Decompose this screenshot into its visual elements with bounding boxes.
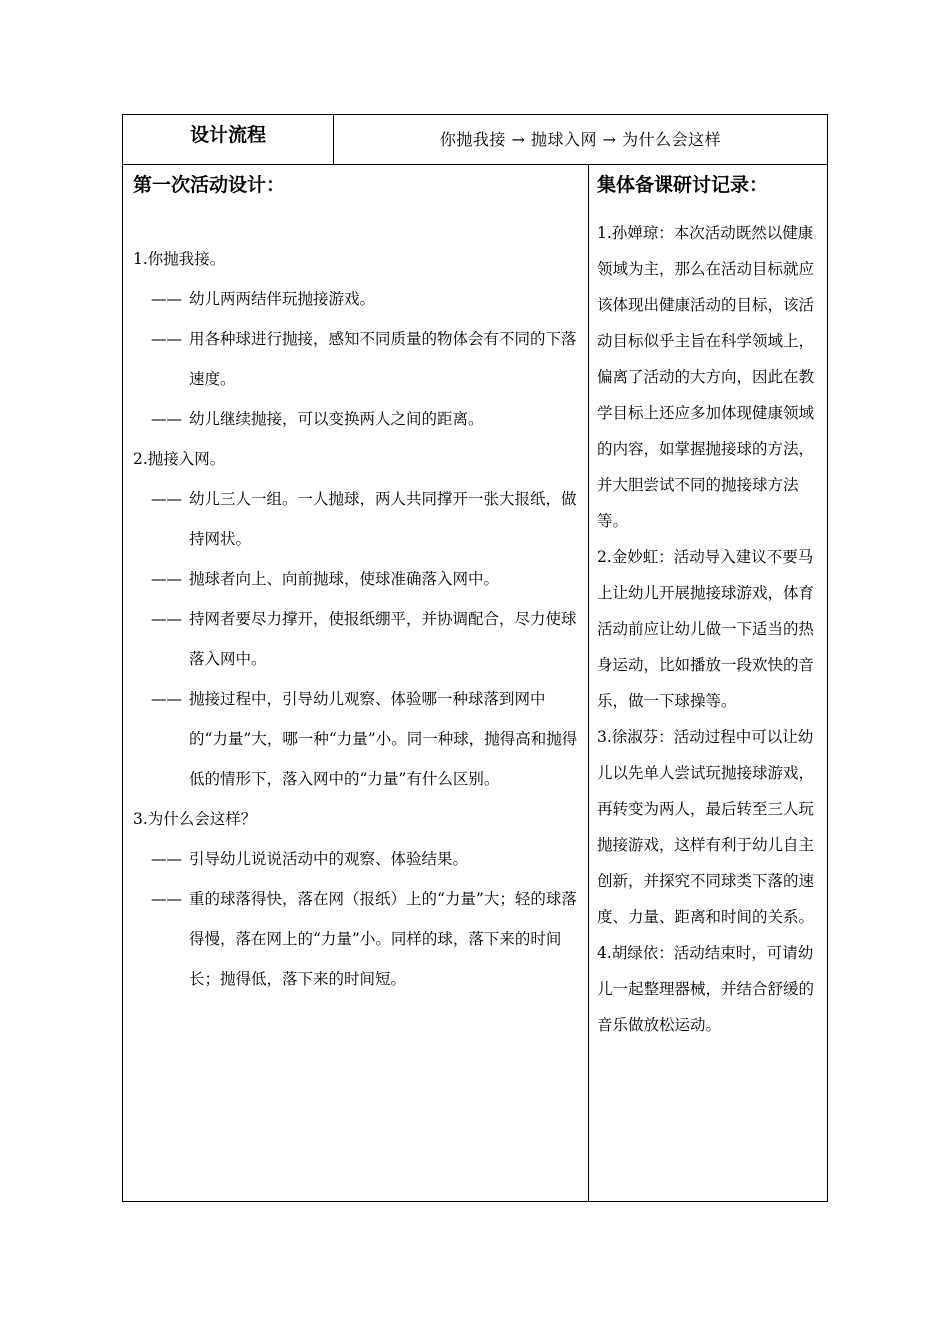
step-text: 幼儿三人一组。一人抛球，两人共同撑开一张大报纸，做持网状。 (189, 490, 577, 548)
activity-step (133, 399, 578, 439)
step-dash: —— (151, 690, 182, 708)
step-dash: —— (151, 410, 182, 428)
discussion-note: 4.胡绿依：活动结束时，可请幼儿一起整理器械，并结合舒缓的音乐做放松运动。 (597, 944, 815, 1034)
step-text: 幼儿继续抛接，可以变换两人之间的距离。 (189, 410, 484, 428)
step-dash: —— (151, 890, 182, 908)
step-dash: —— (151, 490, 182, 508)
step-text: 持网者要尽力撑开，使报纸绷平，并协调配合，尽力使球落入网中。 (189, 610, 577, 668)
step-text: 抛接过程中，引导幼儿观察、体验哪一种球落到网中的“力量”大，哪一种“力量”小。同一种球，抛得高和抛得低的情形下，落入网中的“力量”有什么区别。 (189, 690, 578, 788)
design-flow-row (123, 115, 827, 165)
activity-step (133, 839, 578, 879)
activity-step (133, 479, 578, 559)
activity-design-title: 第一次活动设计： (133, 174, 286, 196)
discussion-note: 2.金妙虹：活动导入建议不要马上让幼儿开展抛接球游戏，体育活动前应让幼儿做一下适当的热身运动，比如播放一段欢快的音乐，做一下球操等。 (597, 548, 815, 710)
activity-section-heading: 3.为什么会这样？ (133, 810, 257, 828)
step-text: 用各种球进行抛接，感知不同质量的物体会有不同的下落速度。 (189, 330, 577, 388)
activity-step (133, 279, 578, 319)
step-text: 重的球落得快，落在网（报纸）上的“力量”大；轻的球落得慢，落在网上的“力量”小。同样的球，落下来的时间长；抛得低，落下来的时间短。 (189, 890, 577, 988)
activity-step (133, 559, 578, 599)
activity-step (133, 879, 578, 999)
discussion-record-column (589, 165, 827, 1201)
step-dash: —— (151, 850, 182, 868)
activity-design-column (123, 165, 588, 1201)
step-dash: —— (151, 570, 182, 588)
discussion-record-title: 集体备课研讨记录： (597, 174, 769, 196)
step-text: 引导幼儿说说活动中的观察、体验结果。 (189, 850, 469, 868)
lesson-plan-table (122, 114, 828, 1202)
discussion-note: 1.孙婵琼：本次活动既然以健康领域为主，那么在活动目标就应该体现出健康活动的目标，该活动目标似乎主旨在科学领域上，偏离了活动的大方向，因此在教学目标上还应多加体现健康领域的内容，如掌握抛接球的方法，并大胆尝试不同的抛接球方法等。 (597, 224, 815, 530)
design-flow-steps: 你抛我接 → 抛球入网 → 为什么会这样 (439, 130, 722, 149)
activity-design-items (133, 239, 578, 999)
activity-section-heading: 2.抛接入网。 (133, 450, 226, 468)
step-dash: —— (151, 330, 182, 348)
discussion-notes (597, 215, 821, 1043)
activity-step (133, 679, 578, 799)
activity-step (133, 599, 578, 679)
step-dash: —— (151, 290, 182, 308)
step-text: 抛球者向上、向前抛球，使球准确落入网中。 (189, 570, 500, 588)
design-flow-label: 设计流程 (123, 115, 334, 164)
step-dash: —— (151, 610, 182, 628)
activity-section-heading: 1.你抛我接。 (133, 250, 226, 268)
activity-step (133, 319, 578, 399)
discussion-note: 3.徐淑芬：活动过程中可以让幼儿以先单人尝试玩抛接球游戏，再转变为两人，最后转至三人玩抛接游戏，这样有利于幼儿自主创新，并探究不同球类下落的速度、力量、距离和时间的关系。 (597, 728, 815, 926)
step-text: 幼儿两两结伴玩抛接游戏。 (189, 290, 376, 308)
